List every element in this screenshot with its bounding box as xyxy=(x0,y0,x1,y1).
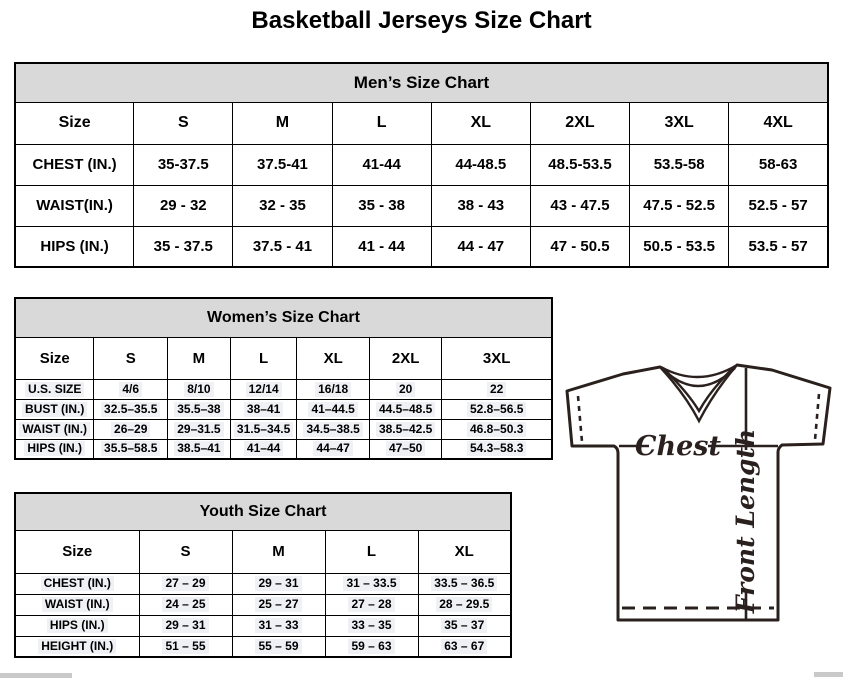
row-label-cell: CHEST (IN.) xyxy=(15,573,139,594)
size-cell: 51 – 55 xyxy=(139,636,232,657)
size-cell: 35-37.5 xyxy=(134,144,233,185)
size-cell: 38.5–42.5 xyxy=(369,419,441,439)
column-header-cell: S xyxy=(134,102,233,144)
size-cell: 29 - 32 xyxy=(134,185,233,226)
column-header-row xyxy=(15,102,828,144)
size-cell: 24 – 25 xyxy=(139,594,232,615)
jersey-measurement-diagram xyxy=(556,358,843,663)
column-header-cell: Size xyxy=(15,102,134,144)
size-cell: 44 - 47 xyxy=(431,226,530,267)
table-row xyxy=(15,573,511,594)
size-cell: 37.5-41 xyxy=(233,144,332,185)
youth-size-chart-table xyxy=(14,492,512,658)
column-header-cell: XL xyxy=(418,530,511,573)
size-cell: 38 - 43 xyxy=(431,185,530,226)
table-row xyxy=(15,419,552,439)
size-cell: 12/14 xyxy=(230,379,297,399)
size-cell: 31 – 33 xyxy=(232,615,325,636)
table-row xyxy=(15,379,552,399)
row-label-cell: HIPS (IN.) xyxy=(15,226,134,267)
size-cell: 53.5 - 57 xyxy=(729,226,828,267)
size-cell: 50.5 - 53.5 xyxy=(630,226,729,267)
womens-chart-title: Women’s Size Chart xyxy=(15,298,552,337)
size-cell: 41–44.5 xyxy=(297,399,369,419)
size-cell: 22 xyxy=(442,379,552,399)
size-cell: 31 – 33.5 xyxy=(325,573,418,594)
size-cell: 44.5–48.5 xyxy=(369,399,441,419)
size-cell: 26–29 xyxy=(94,419,168,439)
table-row xyxy=(15,185,828,226)
size-cell: 35 - 38 xyxy=(332,185,431,226)
table-row xyxy=(15,144,828,185)
mens-chart-title: Men’s Size Chart xyxy=(15,63,828,102)
size-cell: 27 – 29 xyxy=(139,573,232,594)
table-row xyxy=(15,636,511,657)
size-cell: 44-48.5 xyxy=(431,144,530,185)
mens-size-chart-table xyxy=(14,62,829,268)
size-cell: 41 - 44 xyxy=(332,226,431,267)
size-cell: 29 – 31 xyxy=(232,573,325,594)
column-header-cell: 2XL xyxy=(369,337,441,379)
column-header-cell: M xyxy=(232,530,325,573)
size-cell: 59 – 63 xyxy=(325,636,418,657)
column-header-cell: XL xyxy=(431,102,530,144)
row-label-cell: WAIST (IN.) xyxy=(15,594,139,615)
size-cell: 35 – 37 xyxy=(418,615,511,636)
size-cell: 35 - 37.5 xyxy=(134,226,233,267)
row-label-cell: WAIST(IN.) xyxy=(15,185,134,226)
size-cell: 48.5-53.5 xyxy=(530,144,629,185)
jersey-body-outline xyxy=(567,365,830,620)
column-header-row xyxy=(15,337,552,379)
size-cell: 29 – 31 xyxy=(139,615,232,636)
size-cell: 25 – 27 xyxy=(232,594,325,615)
column-header-cell: L xyxy=(230,337,297,379)
row-label-cell: HEIGHT (IN.) xyxy=(15,636,139,657)
size-cell: 35.5–58.5 xyxy=(94,439,168,459)
right-sleeve-seam-dashed-line xyxy=(815,394,819,440)
table-row xyxy=(15,594,511,615)
row-label-cell: CHEST (IN.) xyxy=(15,144,134,185)
row-label-cell: WAIST (IN.) xyxy=(15,419,94,439)
size-cell: 8/10 xyxy=(168,379,231,399)
size-cell: 28 – 29.5 xyxy=(418,594,511,615)
size-cell: 46.8–50.3 xyxy=(442,419,552,439)
left-sleeve-seam-dashed-line xyxy=(578,396,582,442)
column-header-cell: Size xyxy=(15,530,139,573)
row-label-cell: HIPS (IN.) xyxy=(15,615,139,636)
column-header-cell: XL xyxy=(297,337,369,379)
size-cell: 35.5–38 xyxy=(168,399,231,419)
size-cell: 47.5 - 52.5 xyxy=(630,185,729,226)
size-cell: 47 - 50.5 xyxy=(530,226,629,267)
table-row xyxy=(15,399,552,419)
size-cell: 27 – 28 xyxy=(325,594,418,615)
column-header-cell: 3XL xyxy=(442,337,552,379)
column-header-cell: M xyxy=(168,337,231,379)
size-cell: 58-63 xyxy=(729,144,828,185)
horizontal-scrollbar-fragment-left[interactable] xyxy=(0,673,72,678)
size-cell: 54.3–58.3 xyxy=(442,439,552,459)
size-cell: 53.5-58 xyxy=(630,144,729,185)
size-cell: 32.5–35.5 xyxy=(94,399,168,419)
column-header-cell: Size xyxy=(15,337,94,379)
size-cell: 37.5 - 41 xyxy=(233,226,332,267)
column-header-cell: M xyxy=(233,102,332,144)
size-cell: 20 xyxy=(369,379,441,399)
size-cell: 33.5 – 36.5 xyxy=(418,573,511,594)
column-header-cell: 2XL xyxy=(530,102,629,144)
column-header-cell: L xyxy=(332,102,431,144)
column-header-cell: 4XL xyxy=(729,102,828,144)
size-cell: 38.5–41 xyxy=(168,439,231,459)
table-row xyxy=(15,615,511,636)
size-cell: 41–44 xyxy=(230,439,297,459)
row-label-cell: BUST (IN.) xyxy=(15,399,94,419)
table-title-row xyxy=(15,63,828,102)
womens-size-chart-table xyxy=(14,297,553,460)
size-cell: 52.8–56.5 xyxy=(442,399,552,419)
size-cell: 29–31.5 xyxy=(168,419,231,439)
column-header-row xyxy=(15,530,511,573)
row-label-cell: HIPS (IN.) xyxy=(15,439,94,459)
jersey-vneck-inner xyxy=(666,369,732,411)
column-header-cell: S xyxy=(94,337,168,379)
column-header-cell: S xyxy=(139,530,232,573)
table-row xyxy=(15,439,552,459)
horizontal-scrollbar-fragment-right[interactable] xyxy=(814,672,843,677)
size-cell: 43 - 47.5 xyxy=(530,185,629,226)
table-row xyxy=(15,226,828,267)
size-cell: 38–41 xyxy=(230,399,297,419)
size-cell: 44–47 xyxy=(297,439,369,459)
page-title: Basketball Jerseys Size Chart xyxy=(251,7,592,34)
size-cell: 33 – 35 xyxy=(325,615,418,636)
size-cell: 63 – 67 xyxy=(418,636,511,657)
size-cell: 41-44 xyxy=(332,144,431,185)
size-cell: 47–50 xyxy=(369,439,441,459)
row-label-cell: U.S. SIZE xyxy=(15,379,94,399)
column-header-cell: 3XL xyxy=(630,102,729,144)
table-title-row xyxy=(15,493,511,530)
chest-label: Chest xyxy=(635,431,721,462)
youth-chart-title: Youth Size Chart xyxy=(15,493,511,530)
column-header-cell: L xyxy=(325,530,418,573)
table-title-row xyxy=(15,298,552,337)
size-cell: 32 - 35 xyxy=(233,185,332,226)
size-cell: 34.5–38.5 xyxy=(297,419,369,439)
jersey-vneck-outer xyxy=(660,365,737,421)
front-length-label: Front Length xyxy=(731,428,760,614)
size-cell: 31.5–34.5 xyxy=(230,419,297,439)
size-cell: 55 – 59 xyxy=(232,636,325,657)
size-cell: 52.5 - 57 xyxy=(729,185,828,226)
size-cell: 4/6 xyxy=(94,379,168,399)
size-cell: 16/18 xyxy=(297,379,369,399)
